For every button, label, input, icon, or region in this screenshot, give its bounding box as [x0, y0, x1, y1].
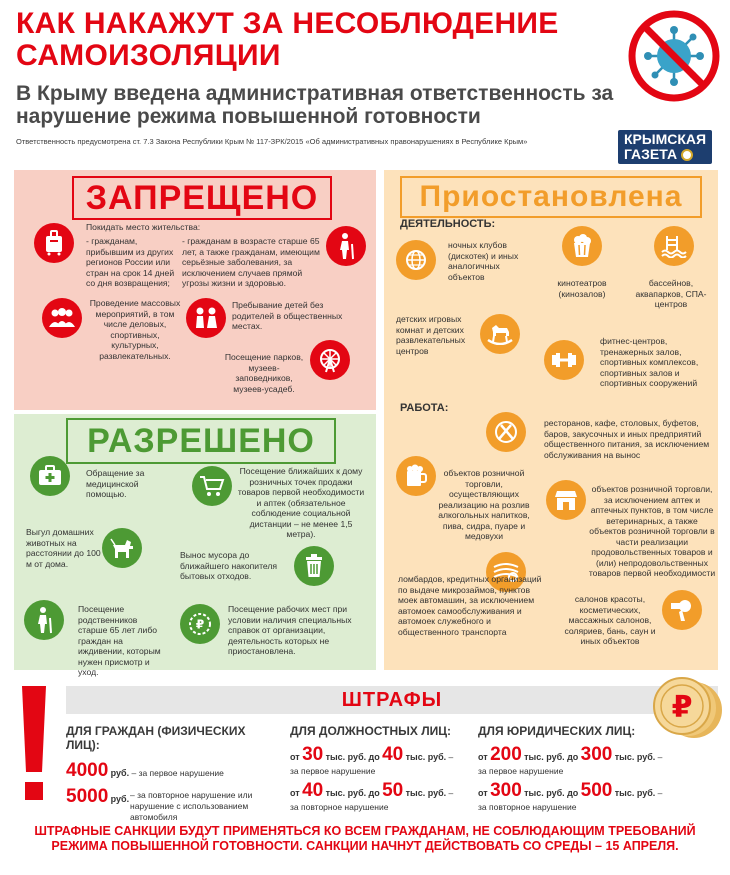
unit-word: тыс. руб. [325, 788, 367, 798]
children-text: Пребывание детей без родителей в общественных местах. [232, 300, 343, 331]
from-word: от [478, 788, 488, 798]
suspended-header: Приостановлена [400, 176, 702, 218]
officials-first-note: за первое нарушение [290, 766, 376, 776]
rocking-horse-icon [480, 314, 520, 354]
leave-home-arrivals: - гражданам, прибывшим из других регионов России или стран на срок 14 дней со дня возвращения; [86, 236, 175, 288]
from-word: от [290, 788, 300, 798]
restaurants-text: ресторанов, кафе, столовых, буфетов, баров, закусочных и иных предприятий общественного питания, за исключением обслуживания на вынос [544, 418, 710, 460]
citizens-repeat-amount: 5000 [66, 786, 109, 807]
to-word: до [567, 752, 579, 762]
parks-text: Посещение парков, музеев-заповедников, музеев-усадеб. [224, 352, 304, 394]
citizens-first-note: – за первое нарушение [131, 768, 224, 778]
leave-home-elderly: - гражданам в возрасте старше 65 лет, а также гражданам, имеющим серьёзные заболевания, за исключением случаев прямой угрозы жизни и здоровью. [182, 236, 320, 288]
trash-text: Вынос мусора до ближайшего накопителя бытовых отходов. [180, 550, 278, 581]
hair-dryer-icon [662, 590, 702, 630]
footer-warning: ШТРАФНЫЕ САНКЦИИ БУДУТ ПРИМЕНЯТЬСЯ КО ВСЕМ ГРАЖДАНАМ, НЕ СОБЛЮДАЮЩИМ ТРЕБОВАНИЙ РЕЖИМА ПОВЫШЕННОЙ ГОТОВНОСТИ. САНКЦИИ НАЧНУТ ДЕЙСТВОВАТЬ СО СРЕДЫ – 15 АПРЕЛЯ. [34, 824, 696, 853]
allowed-header: РАЗРЕШЕНО [66, 418, 336, 464]
logo-line1: КРЫМСКАЯ [624, 131, 707, 147]
officials-first-max: 40 [382, 744, 404, 765]
shopping-cart-icon [192, 466, 232, 506]
elderly-person-icon [326, 226, 366, 266]
dash: – [657, 788, 663, 798]
unit-word: тыс. руб. [325, 752, 367, 762]
fines-title: ШТРАФЫ [341, 689, 443, 711]
page-title: КАК НАКАЖУТ ЗА НЕСОБЛЮДЕНИЕ САМОИЗОЛЯЦИИ [16, 7, 559, 72]
eye-icon [681, 149, 693, 161]
page-subtitle: В Крыму введена административная ответственность за нарушение режима повышенной готовности [16, 82, 614, 128]
work-label: РАБОТА: [400, 402, 449, 414]
citizens-repeat-note: – за повторное нарушение или нарушение с использованием автомобиля [130, 790, 253, 822]
logo-line2: ГАЗЕТА [624, 146, 678, 162]
legal-first-max: 300 [580, 744, 613, 765]
legal-first-fine [478, 744, 662, 766]
unit-word: тыс. руб. [614, 752, 656, 762]
drinks-text: объектов розничной торговли, осуществляющих реализацию на розлив алкогольных напитков, пива, сидра, пуаре и медовухи [438, 468, 530, 541]
no-virus-icon [628, 10, 720, 102]
dash: – [448, 752, 454, 762]
from-word: от [290, 752, 300, 762]
svg-text:₽: ₽ [671, 690, 693, 725]
beauty-text: салонов красоты, косметических, массажных салонов, соляриев, бань, саун и иных объектов [564, 594, 656, 646]
officials-repeat-min: 40 [302, 780, 324, 801]
from-word: от [478, 752, 488, 762]
citizens-repeat-unit: руб. [110, 794, 130, 804]
mass-events-text: Проведение массовых мероприятий, в том числе деловых, спортивных, культурных, развлекательных. [89, 298, 181, 361]
ferris-wheel-icon [310, 340, 350, 380]
unit-word: тыс. руб. [524, 752, 565, 762]
legal-repeat-fine [478, 780, 662, 802]
legal-repeat-max: 500 [580, 780, 613, 801]
relatives-text: Посещение родственников старше 65 лет либо граждан на иждивении, которым нужен присмотр и уход. [78, 604, 161, 677]
popcorn-icon [562, 226, 602, 266]
officials-first-fine [290, 744, 453, 766]
dog-icon [102, 528, 142, 568]
officials-first-min: 30 [302, 744, 324, 765]
medical-text: Обращение за медицинской помощью. [86, 468, 145, 499]
activity-label: ДЕЯТЕЛЬНОСТЬ: [400, 218, 496, 230]
kids-text: детских игровых комнат и детских развлекательных центров [396, 314, 466, 356]
forbidden-header: ЗАПРЕЩЕНО [72, 176, 332, 220]
retail-text: объектов розничной торговли, за исключением аптек и аптечных пунктов, в том числе ветеринарных, а также объектов розничной торговли в части реализации продовольственных товаров и (или) непродовольственных товаров первой необходимости [588, 484, 716, 578]
to-word: до [567, 788, 579, 798]
legal-basis: Ответственность предусмотрена ст. 7.3 Закона Республики Крым № 117-ЗРК/2015 «Об административных правонарушениях в Республике Крым» [16, 137, 528, 146]
unit-word: тыс. руб. [405, 752, 447, 762]
leave-home-intro: Покидать место жительства: [86, 222, 201, 232]
officials-repeat-max: 50 [382, 780, 404, 801]
to-word: до [368, 752, 380, 762]
citizens-first-fine [66, 760, 224, 782]
legal-repeat-min: 300 [490, 780, 522, 801]
suitcase-icon [34, 223, 74, 263]
crowd-icon [42, 298, 82, 338]
cutlery-icon [486, 412, 526, 452]
legal-header: ДЛЯ ЮРИДИЧЕСКИХ ЛИЦ: [478, 724, 636, 738]
citizens-first-amount: 4000 [66, 760, 109, 781]
svg-text:₽: ₽ [195, 617, 205, 632]
cinemas-text: кинотеатров (кинозалов) [557, 278, 607, 299]
unit-word: тыс. руб. [614, 788, 656, 798]
pets-text: Выгул домашних животных на расстоянии до 100 м от дома. [26, 527, 101, 569]
legal-first-min: 200 [490, 744, 522, 765]
shop-icon [546, 480, 586, 520]
children-icon [186, 298, 226, 338]
dash: – [448, 788, 454, 798]
ruble-coins-icon [646, 670, 726, 742]
pools-text: бассейнов, аквапарков, СПА-центров [635, 278, 707, 309]
legal-repeat-note: за повторное нарушение [478, 802, 577, 812]
pool-icon [654, 226, 694, 266]
pawnshops-text: ломбардов, кредитных организаций по выдаче микрозаймов, пунктов моек автомашин, за исключением автомоек самообслуживания и автомоек служебного и общественного транспорта [398, 574, 542, 637]
ruble-badge-icon [180, 604, 220, 644]
officials-repeat-fine [290, 780, 453, 802]
officials-repeat-note: за повторное нарушение [290, 802, 389, 812]
citizens-first-unit: руб. [110, 768, 130, 778]
disco-ball-icon [396, 240, 436, 280]
trash-bin-icon [294, 546, 334, 586]
dumbbell-icon [544, 340, 584, 380]
shops-text: Посещение ближайших к дому розничных точек продажи товаров первой необходимости и аптек (обязательное соблюдение социальной дистанции – не менее 1,5 метра). [237, 466, 365, 539]
dash: – [657, 752, 663, 762]
to-word: до [368, 788, 380, 798]
fitness-text: фитнес-центров, тренажерных залов, спортивных комплексов, спортивных залов и спортивных сооружений [600, 336, 699, 388]
citizens-header: ДЛЯ ГРАЖДАН (ФИЗИЧЕСКИХ ЛИЦ): [66, 724, 246, 752]
unit-word: тыс. руб. [524, 788, 565, 798]
officials-header: ДЛЯ ДОЛЖНОСТНЫХ ЛИЦ: [290, 724, 452, 738]
elderly-person-icon [24, 600, 64, 640]
exclamation-icon [16, 686, 52, 806]
work-text: Посещение рабочих мест при условии наличия специальных справок от организации, деятельность которых не приостановлена. [228, 604, 352, 656]
first-aid-icon [30, 456, 70, 496]
newspaper-logo [618, 130, 712, 164]
clubs-text: ночных клубов (дискотек) и иных аналогичных объектов [448, 240, 519, 282]
unit-word: тыс. руб. [405, 788, 447, 798]
citizens-repeat-fine [66, 786, 129, 808]
legal-first-note: за первое нарушение [478, 766, 564, 776]
